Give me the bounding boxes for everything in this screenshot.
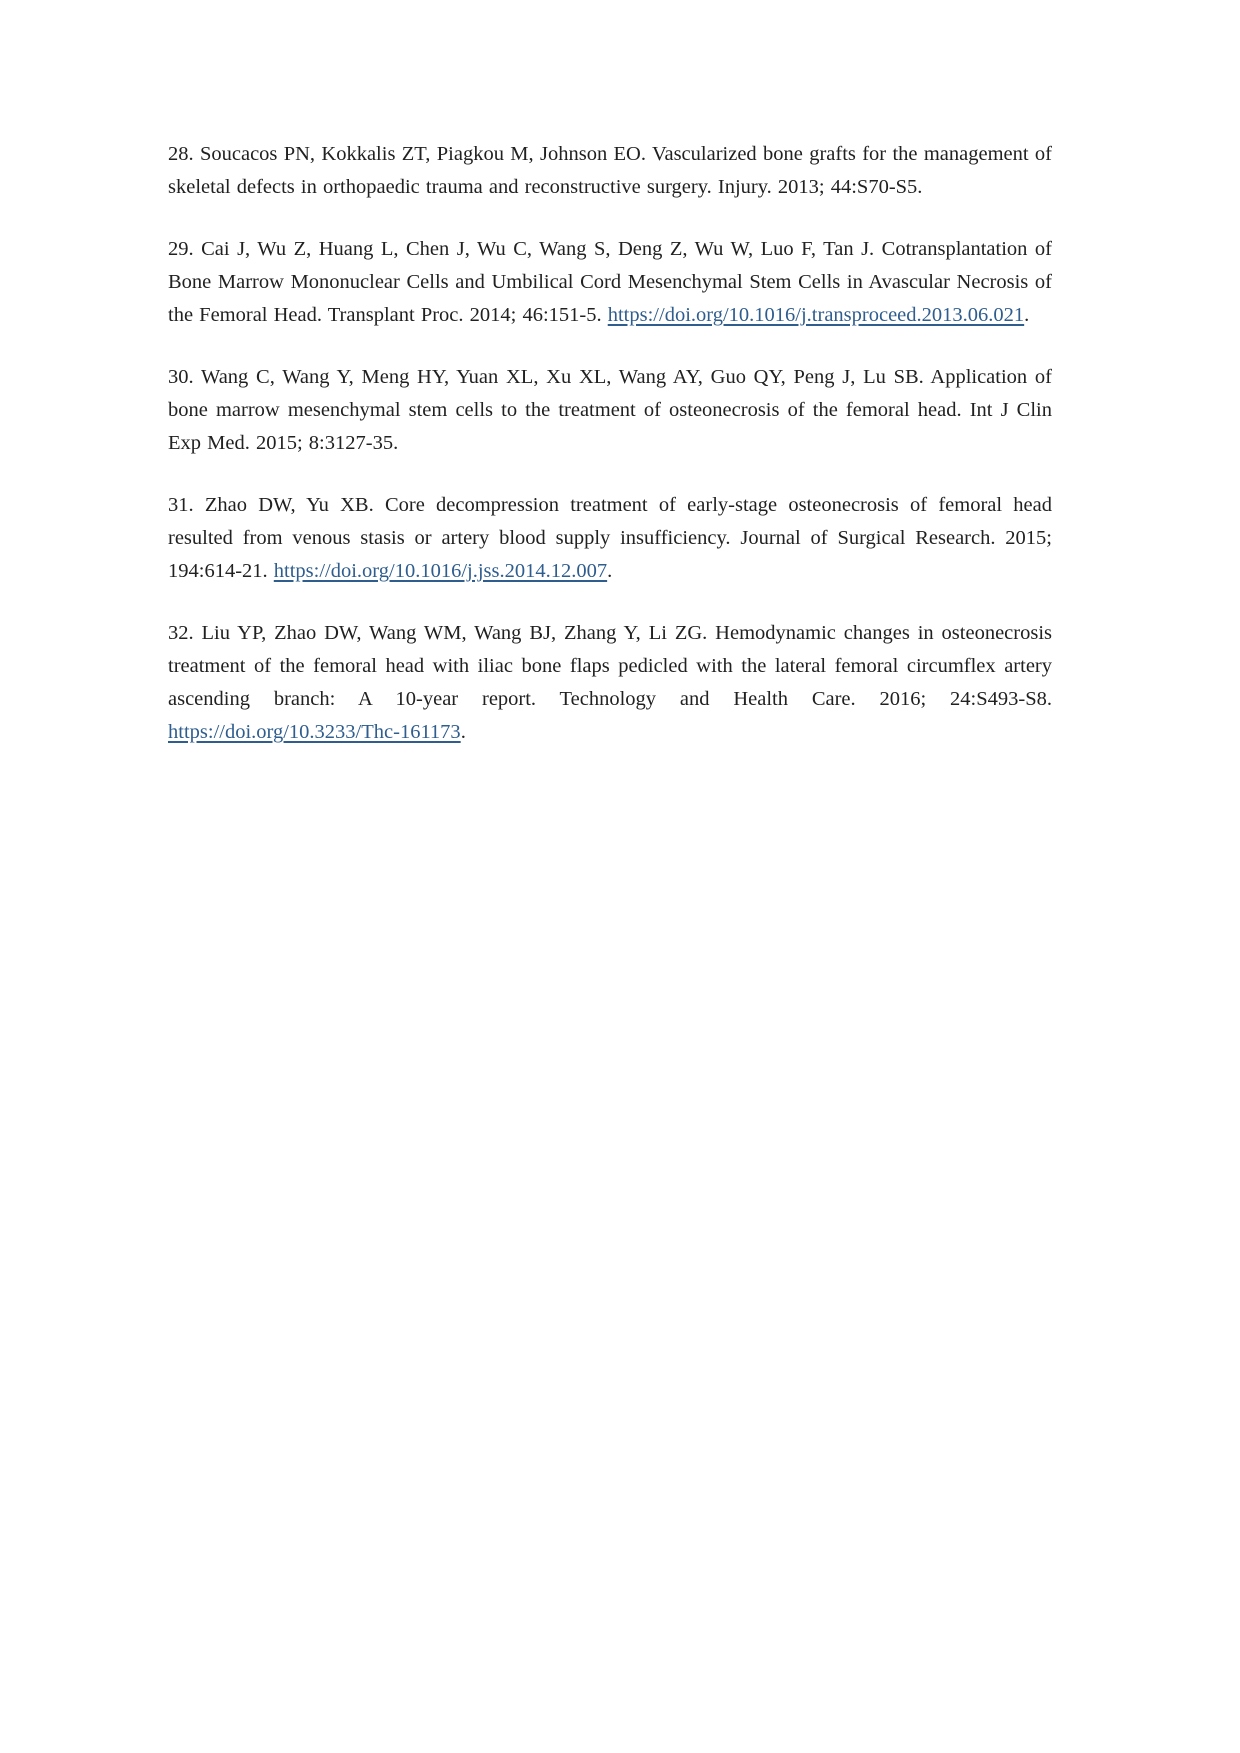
reference-text: 29. Cai J, Wu Z, Huang L, Chen J, Wu C, Wang S, Deng Z, Wu W, Luo F, Tan J. Cotransplantation of Bone Marrow Mononuclear Cells and Umbilical Cord Mesenchymal Stem Cells in Avascular Necrosis of the Femoral Head. Transplant Proc. 2014; 46:151-5. bbox=[168, 238, 1052, 326]
reference-item bbox=[168, 489, 1052, 588]
reference-item bbox=[168, 617, 1052, 749]
reference-text: 30. Wang C, Wang Y, Meng HY, Yuan XL, Xu XL, Wang AY, Guo QY, Peng J, Lu SB. Application of bone marrow mesenchymal stem cells to the treatment of osteonecrosis of the femoral head. Int J Clin Exp Med. 2015; 8:3127-35. bbox=[168, 366, 1052, 454]
reference-text: 28. Soucacos PN, Kokkalis ZT, Piagkou M, Johnson EO. Vascularized bone grafts for the management of skeletal defects in orthopaedic trauma and reconstructive surgery. Injury. 2013; 44:S70-S5. bbox=[168, 143, 1052, 198]
reference-item bbox=[168, 138, 1052, 204]
doi-link[interactable]: https://doi.org/10.1016/j.transproceed.2013.06.021 bbox=[607, 304, 1025, 326]
reference-text: 32. Liu YP, Zhao DW, Wang WM, Wang BJ, Zhang Y, Li ZG. Hemodynamic changes in osteonecrosis treatment of the femoral head with iliac bone flaps pedicled with the lateral femoral circumflex artery ascending branch: A 10-year report. Technology and Health Care. 2016; 24:S493-S8. bbox=[168, 622, 1052, 710]
doi-link[interactable]: https://doi.org/10.3233/Thc-161173 bbox=[168, 721, 461, 743]
reference-text: . bbox=[607, 560, 613, 582]
reference-text: . bbox=[1024, 304, 1030, 326]
reference-list bbox=[168, 138, 1052, 749]
doi-link[interactable]: https://doi.org/10.1016/j.jss.2014.12.007 bbox=[273, 560, 608, 582]
reference-item bbox=[168, 233, 1052, 332]
reference-item bbox=[168, 361, 1052, 460]
reference-text: 31. Zhao DW, Yu XB. Core decompression treatment of early-stage osteonecrosis of femoral head resulted from venous stasis or artery blood supply insufficiency. Journal of Surgical Research. 2015; 194:614-21. bbox=[168, 494, 1052, 582]
reference-text: . bbox=[460, 721, 466, 743]
